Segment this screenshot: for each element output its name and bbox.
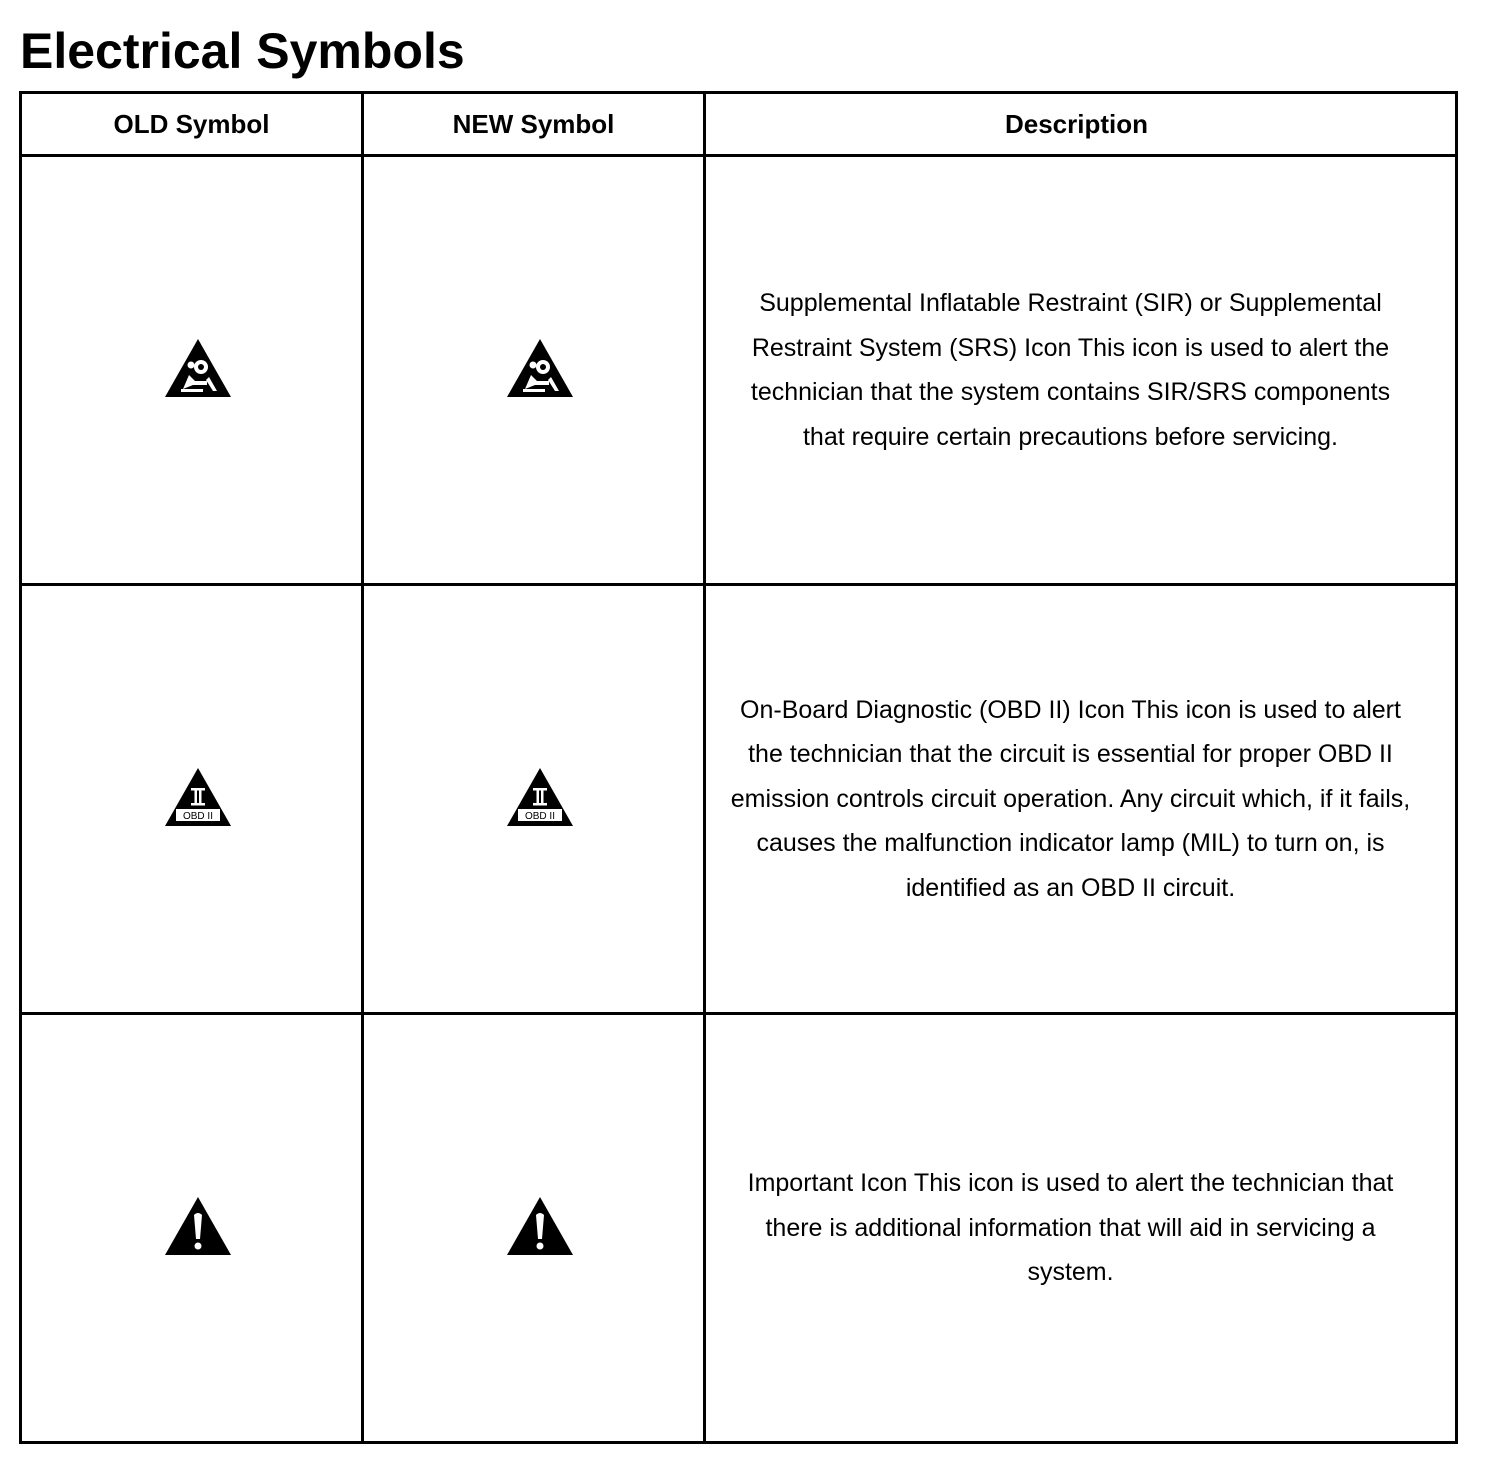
header-row	[21, 93, 1457, 156]
new-symbol-cell	[363, 585, 705, 1014]
description-text: Important Icon This icon is used to alert the technician that there is additional information that will aid in servicing a system.	[747, 1169, 1394, 1287]
description-text: On-Board Diagnostic (OBD II) Icon This icon is used to alert the technician that the circuit is essential for proper OBD II emission controls circuit operation. Any circuit which, if it fails, causes the malfunction indicator lamp (MIL) to turn on, is identified as an OBD II circuit.	[730, 695, 1411, 902]
old-symbol-cell	[21, 1014, 363, 1443]
sir-srs-airbag-warning-icon	[163, 337, 233, 399]
old-symbol-cell	[21, 156, 363, 585]
page-title: Electrical Symbols	[20, 23, 465, 79]
electrical-symbols-table	[19, 91, 1458, 1444]
important-exclamation-warning-icon	[505, 1195, 575, 1257]
new-symbol-cell	[363, 156, 705, 585]
description-text: Supplemental Inflatable Restraint (SIR) or Supplemental Restraint System (SRS) Icon This icon is used to alert the technician that the system contains SIR/SRS components that require certain precautions before servicing.	[750, 289, 1391, 451]
obd-ii-label: OBD II	[182, 810, 213, 822]
obd-ii-label: OBD II	[524, 810, 555, 822]
sir-srs-airbag-warning-icon	[505, 337, 575, 399]
description-cell	[705, 1014, 1457, 1443]
new-symbol-cell	[363, 1014, 705, 1443]
table-row	[21, 585, 1457, 1014]
description-cell	[705, 585, 1457, 1014]
header-old-symbol: OLD Symbol	[21, 93, 363, 156]
old-symbol-cell	[21, 585, 363, 1014]
important-exclamation-warning-icon	[163, 1195, 233, 1257]
header-new-symbol: NEW Symbol	[363, 93, 705, 156]
description-cell	[705, 156, 1457, 585]
header-description: Description	[705, 93, 1457, 156]
obd-ii-warning-icon	[505, 766, 575, 828]
table-row	[21, 156, 1457, 585]
obd-ii-warning-icon	[163, 766, 233, 828]
table-row	[21, 1014, 1457, 1443]
